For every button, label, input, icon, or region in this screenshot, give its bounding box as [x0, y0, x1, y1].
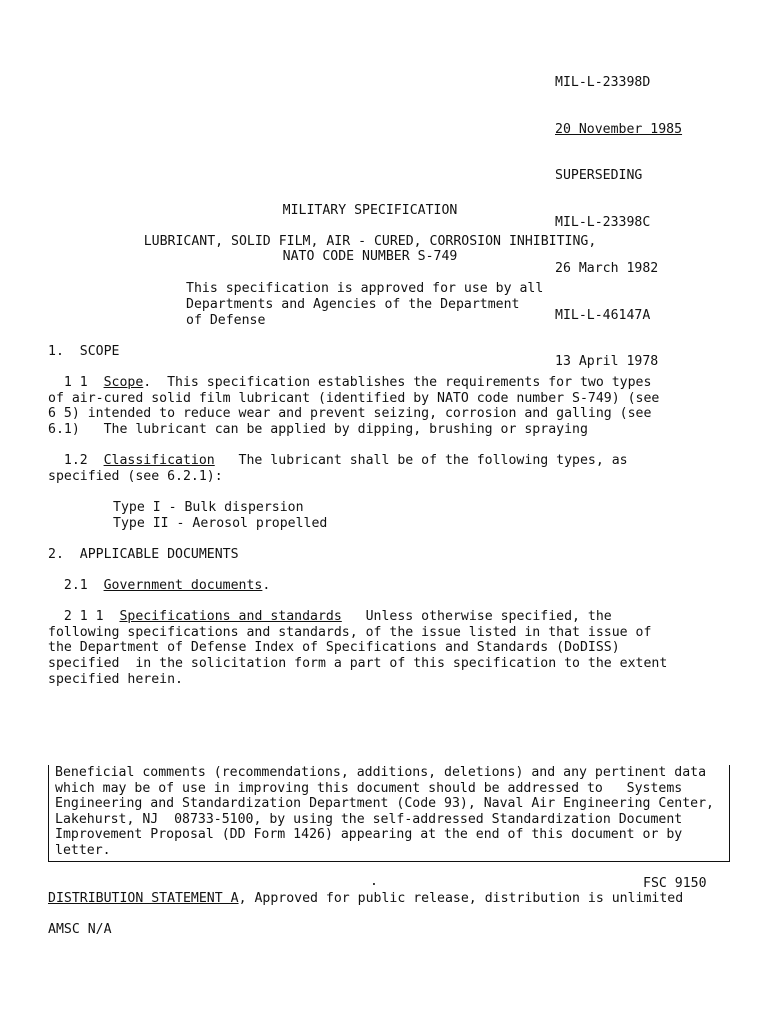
- approval-line2: Departments and Agencies of the Department: [186, 297, 520, 312]
- notice-line6: letter.: [55, 842, 111, 858]
- para-2-1-number: 2.1: [48, 578, 104, 593]
- para-2-1-1-number: 2 1 1: [48, 609, 120, 624]
- para-2-1-1-line3: the Department of Defense Index of Specifications and Standards (DoDISS): [48, 640, 620, 655]
- prev-doc-number-2: MIL-L-46147A: [555, 307, 651, 323]
- para-1-1-text: . This specification establishes the requirements for two types: [143, 375, 652, 390]
- type-2-item: Type II - Aerosol propelled: [113, 516, 328, 531]
- para-2-1-1-line5: specified herein.: [48, 672, 183, 687]
- para-2-1-1-title: Specifications and standards: [119, 609, 342, 624]
- notice-line1: Beneficial comments (recommendations, additions, deletions) and any pertinent data: [55, 765, 707, 780]
- distribution-label: DISTRIBUTION STATEMENT A: [48, 891, 239, 906]
- section-1-heading: 1. SCOPE: [48, 344, 120, 359]
- para-2-1-title: Government documents: [103, 578, 263, 593]
- para-1-1-line3: 6 5) intended to reduce wear and prevent seizing, corrosion and galling (see: [48, 406, 652, 421]
- para-2-1-1-line2: following specifications and standards, of the issue listed in that issue of: [48, 625, 652, 640]
- para-1-1-title: Scope: [103, 375, 144, 390]
- prev-doc-date-1: 26 March 1982: [555, 261, 659, 276]
- notice-line3: Engineering and Standardization Department (Code 93), Naval Air Engineering Center,: [55, 796, 714, 811]
- distribution-statement: [48, 891, 683, 907]
- para-1-1-line2: of air-cured solid film lubricant (identified by NATO code number S-749) (see: [48, 391, 660, 406]
- para-1-2-text: The lubricant shall be of the following types, as: [214, 453, 628, 468]
- superseding-label: SUPERSEDING: [555, 168, 643, 183]
- notice-line4: Lakehurst, NJ 08733-5100, by using the self-addressed Standardization Document: [55, 811, 683, 827]
- para-1-2-title: Classification: [103, 453, 215, 468]
- distribution-text: , Approved for public release, distribution is unlimited: [238, 891, 684, 906]
- doc-number: MIL-L-23398D: [555, 75, 651, 90]
- notice-line2: which may be of use in improving this document should be addressed to Systems: [55, 780, 683, 796]
- fsc-code: FSC 9150: [643, 876, 707, 891]
- para-2-1-1-text: Unless otherwise specified, the: [341, 609, 612, 624]
- comments-notice-box: [48, 765, 730, 862]
- para-1-2-line2: specified (see 6.2.1):: [48, 469, 223, 484]
- para-1-1-number: 1 1: [48, 375, 104, 390]
- para-2-1: [48, 578, 270, 594]
- separator-dot: .: [370, 874, 378, 889]
- para-2-1-end: .: [262, 578, 271, 593]
- spec-subtitle-line1: LUBRICANT, SOLID FILM, AIR - CURED, CORROSION INHIBITING,: [143, 234, 597, 249]
- para-2-1-1-line1: [48, 609, 612, 625]
- section-2-heading: 2. APPLICABLE DOCUMENTS: [48, 547, 239, 562]
- approval-line1: This specification is approved for use by all: [186, 281, 544, 296]
- amsc-code: AMSC N/A: [48, 922, 112, 937]
- para-1-2-number: 1.2: [48, 453, 104, 468]
- type-1-item: Type I - Bulk dispersion: [113, 500, 304, 515]
- para-2-1-1-line4: specified in the solicitation form a part of this specification to the extent: [48, 656, 668, 671]
- spec-subtitle-line2: NATO CODE NUMBER S-749: [282, 249, 458, 264]
- para-1-2-line1: [48, 453, 628, 469]
- spec-title: MILITARY SPECIFICATION: [282, 203, 458, 218]
- prev-doc-number-1: MIL-L-23398C: [555, 214, 651, 230]
- doc-date: 20 November 1985: [555, 121, 683, 137]
- prev-doc-date-2: 13 April 1978: [555, 354, 659, 369]
- approval-line3: of Defense: [186, 313, 266, 328]
- para-1-1-line1: [48, 375, 651, 391]
- notice-line5: Improvement Proposal (DD Form 1426) appearing at the end of this document or by: [55, 827, 683, 842]
- para-1-1-line4: 6.1) The lubricant can be applied by dipping, brushing or spraying: [48, 422, 588, 437]
